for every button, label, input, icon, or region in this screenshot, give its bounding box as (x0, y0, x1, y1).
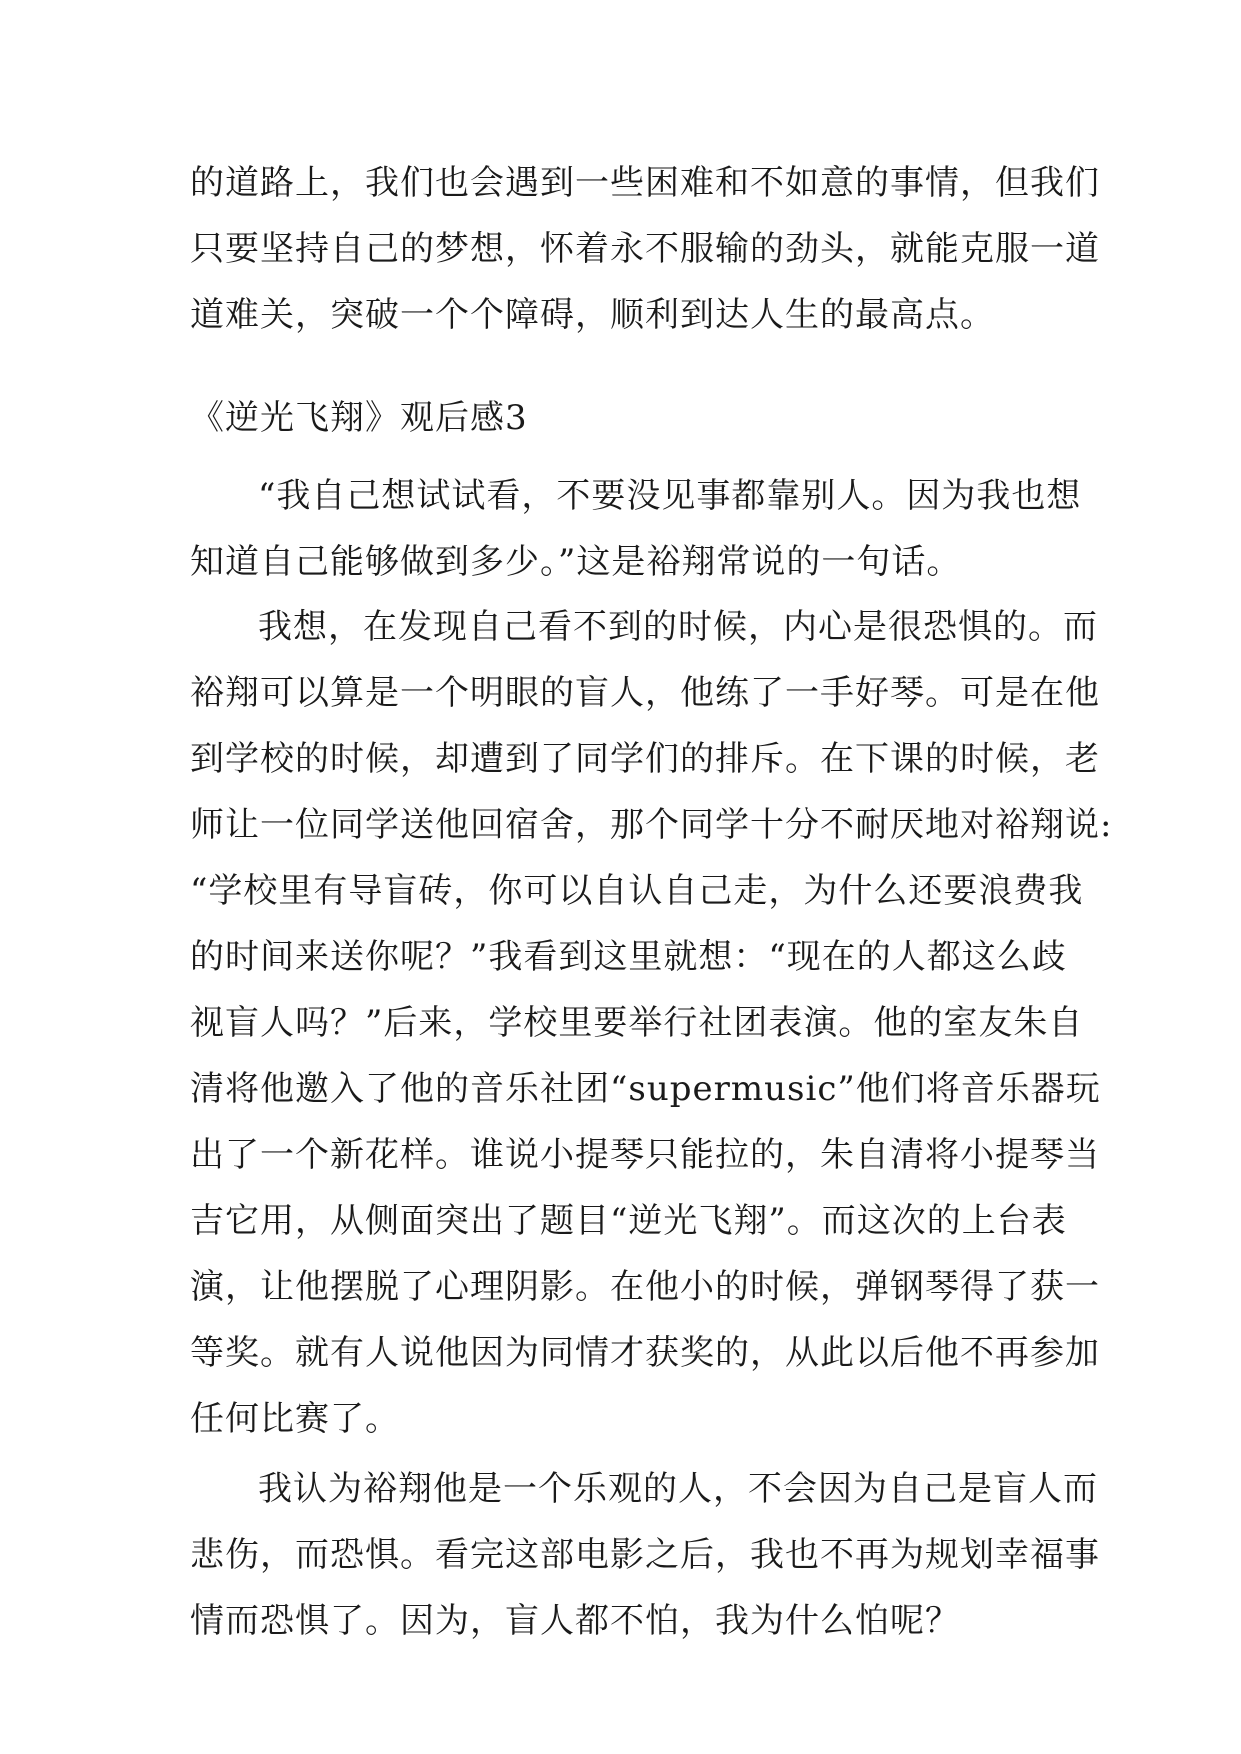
text-line: 我认为裕翔他是一个乐观的人，不会因为自己是盲人而 (258, 1469, 1098, 1509)
section-title: 《逆光飞翔》观后感3 (190, 398, 528, 438)
paragraph-3 (190, 1456, 1100, 1654)
text-line: 的道路上，我们也会遇到一些困难和不如意的事情，但我们 (190, 163, 1100, 203)
paragraph-1 (190, 463, 1082, 595)
text-line: 道难关，突破一个个障碍，顺利到达人生的最高点。 (190, 295, 995, 335)
text-line: 任何比赛了。 (190, 1399, 400, 1439)
text-line: 到学校的时候，却遭到了同学们的排斥。在下课的时候，老 (190, 739, 1100, 779)
text-line: 我想，在发现自己看不到的时候，内心是很恐惧的。而 (258, 607, 1098, 647)
text-line: “学校里有导盲砖，你可以自认自己走，为什么还要浪费我 (190, 871, 1084, 911)
text-line: 等奖。就有人说他因为同情才获奖的，从此以后他不再参加 (190, 1333, 1100, 1373)
text-line: 悲伤，而恐惧。看完这部电影之后，我也不再为规划幸福事 (190, 1535, 1100, 1575)
text-line: 知道自己能够做到多少。”这是裕翔常说的一句话。 (190, 542, 962, 582)
text-line: 视盲人吗？”后来，学校里要举行社团表演。他的室友朱自 (190, 1003, 1084, 1043)
text-line: 的时间来送你呢？”我看到这里就想：“现在的人都这么歧 (190, 937, 1067, 977)
text-line: 演，让他摆脱了心理阴影。在他小的时候，弹钢琴得了获一 (190, 1267, 1100, 1307)
text-line: 清将他邀入了他的音乐社团“supermusic”他们将音乐器玩 (190, 1069, 1101, 1109)
text-line: 裕翔可以算是一个明眼的盲人，他练了一手好琴。可是在他 (190, 673, 1100, 713)
text-line: “我自己想试试看，不要没见事都靠别人。因为我也想 (258, 476, 1082, 516)
text-line: 只要坚持自己的梦想，怀着永不服输的劲头，就能克服一道 (190, 229, 1100, 269)
text-line: 情而恐惧了。因为，盲人都不怕，我为什么怕呢？ (190, 1601, 960, 1641)
text-line: 吉它用，从侧面突出了题目“逆光飞翔”。而这次的上台表 (190, 1201, 1067, 1241)
paragraph-2 (190, 594, 1113, 1452)
text-line: 师让一位同学送他回宿舍，那个同学十分不耐厌地对裕翔说: (190, 805, 1113, 845)
text-line: 出了一个新花样。谁说小提琴只能拉的，朱自清将小提琴当 (190, 1135, 1100, 1175)
intro-paragraph (190, 150, 1100, 348)
